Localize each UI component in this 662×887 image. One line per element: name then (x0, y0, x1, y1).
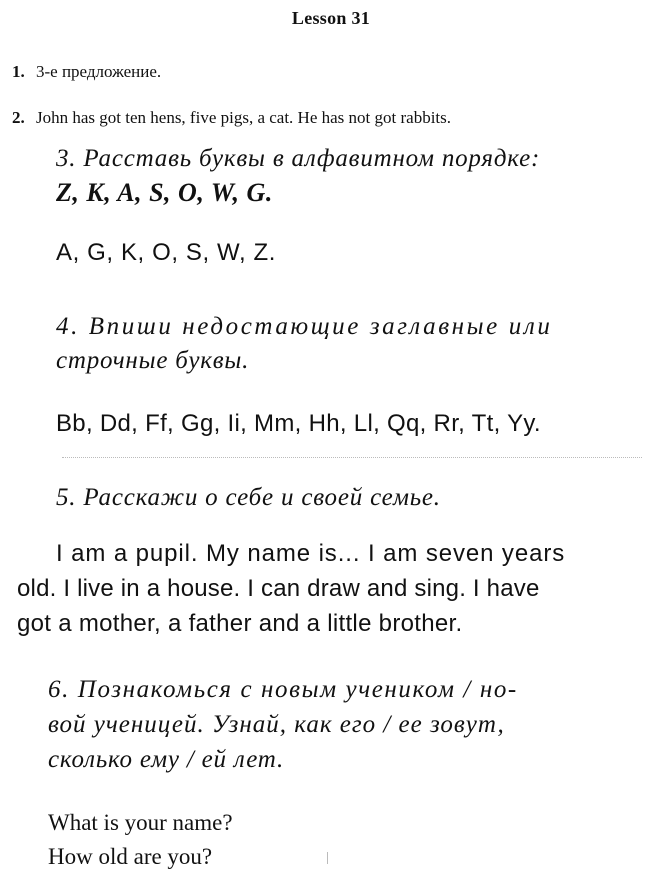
task3-answer: A, G, K, O, S, W, Z. (56, 239, 277, 266)
scan-mark (327, 852, 328, 864)
task4-answer: Bb, Dd, Ff, Gg, Ii, Mm, Hh, Ll, Qq, Rr, Tt, Yy. (56, 410, 541, 437)
item-1-text: 3-е предложение. (36, 62, 162, 81)
item-2 (12, 108, 451, 128)
task3-instruction: 3. Расставь буквы в алфавитном порядке: (56, 145, 541, 172)
task6-answer-line1: What is your name? (48, 810, 233, 835)
lesson-title: Lesson 31 (291, 8, 371, 28)
item-2-text: John has got ten hens, five pigs, a cat. He has not got rabbits. (36, 108, 452, 127)
dotted-divider (62, 457, 642, 458)
task5-instruction: 5. Расскажи о себе и своей семье. (56, 484, 441, 511)
task6-answer-line2: How old are you? (48, 844, 213, 869)
task5-answer-line2: old. I live in a house. I can draw and sing. I have (17, 575, 540, 602)
task6-instruction-line2: вой ученицей. Узнай, как его / ее зовут, (48, 711, 505, 738)
task4-instruction-line1: 4. Впиши недостающие заглавные или (56, 313, 553, 340)
task4-instruction-line2: строчные буквы. (56, 347, 250, 374)
item-2-number: 2. (12, 108, 25, 127)
item-1-number: 1. (12, 62, 25, 81)
task3-letters: Z, K, A, S, O, W, G. (56, 178, 273, 207)
task6-instruction-line3: сколько ему / ей лет. (48, 746, 285, 773)
task5-answer-line3: got a mother, a father and a little brother. (17, 610, 463, 637)
task5-answer-line1: I am a pupil. My name is... I am seven years (56, 540, 566, 567)
task6-instruction-line1: 6. Познакомься с новым учеником / но- (48, 676, 518, 703)
item-1 (12, 62, 161, 82)
